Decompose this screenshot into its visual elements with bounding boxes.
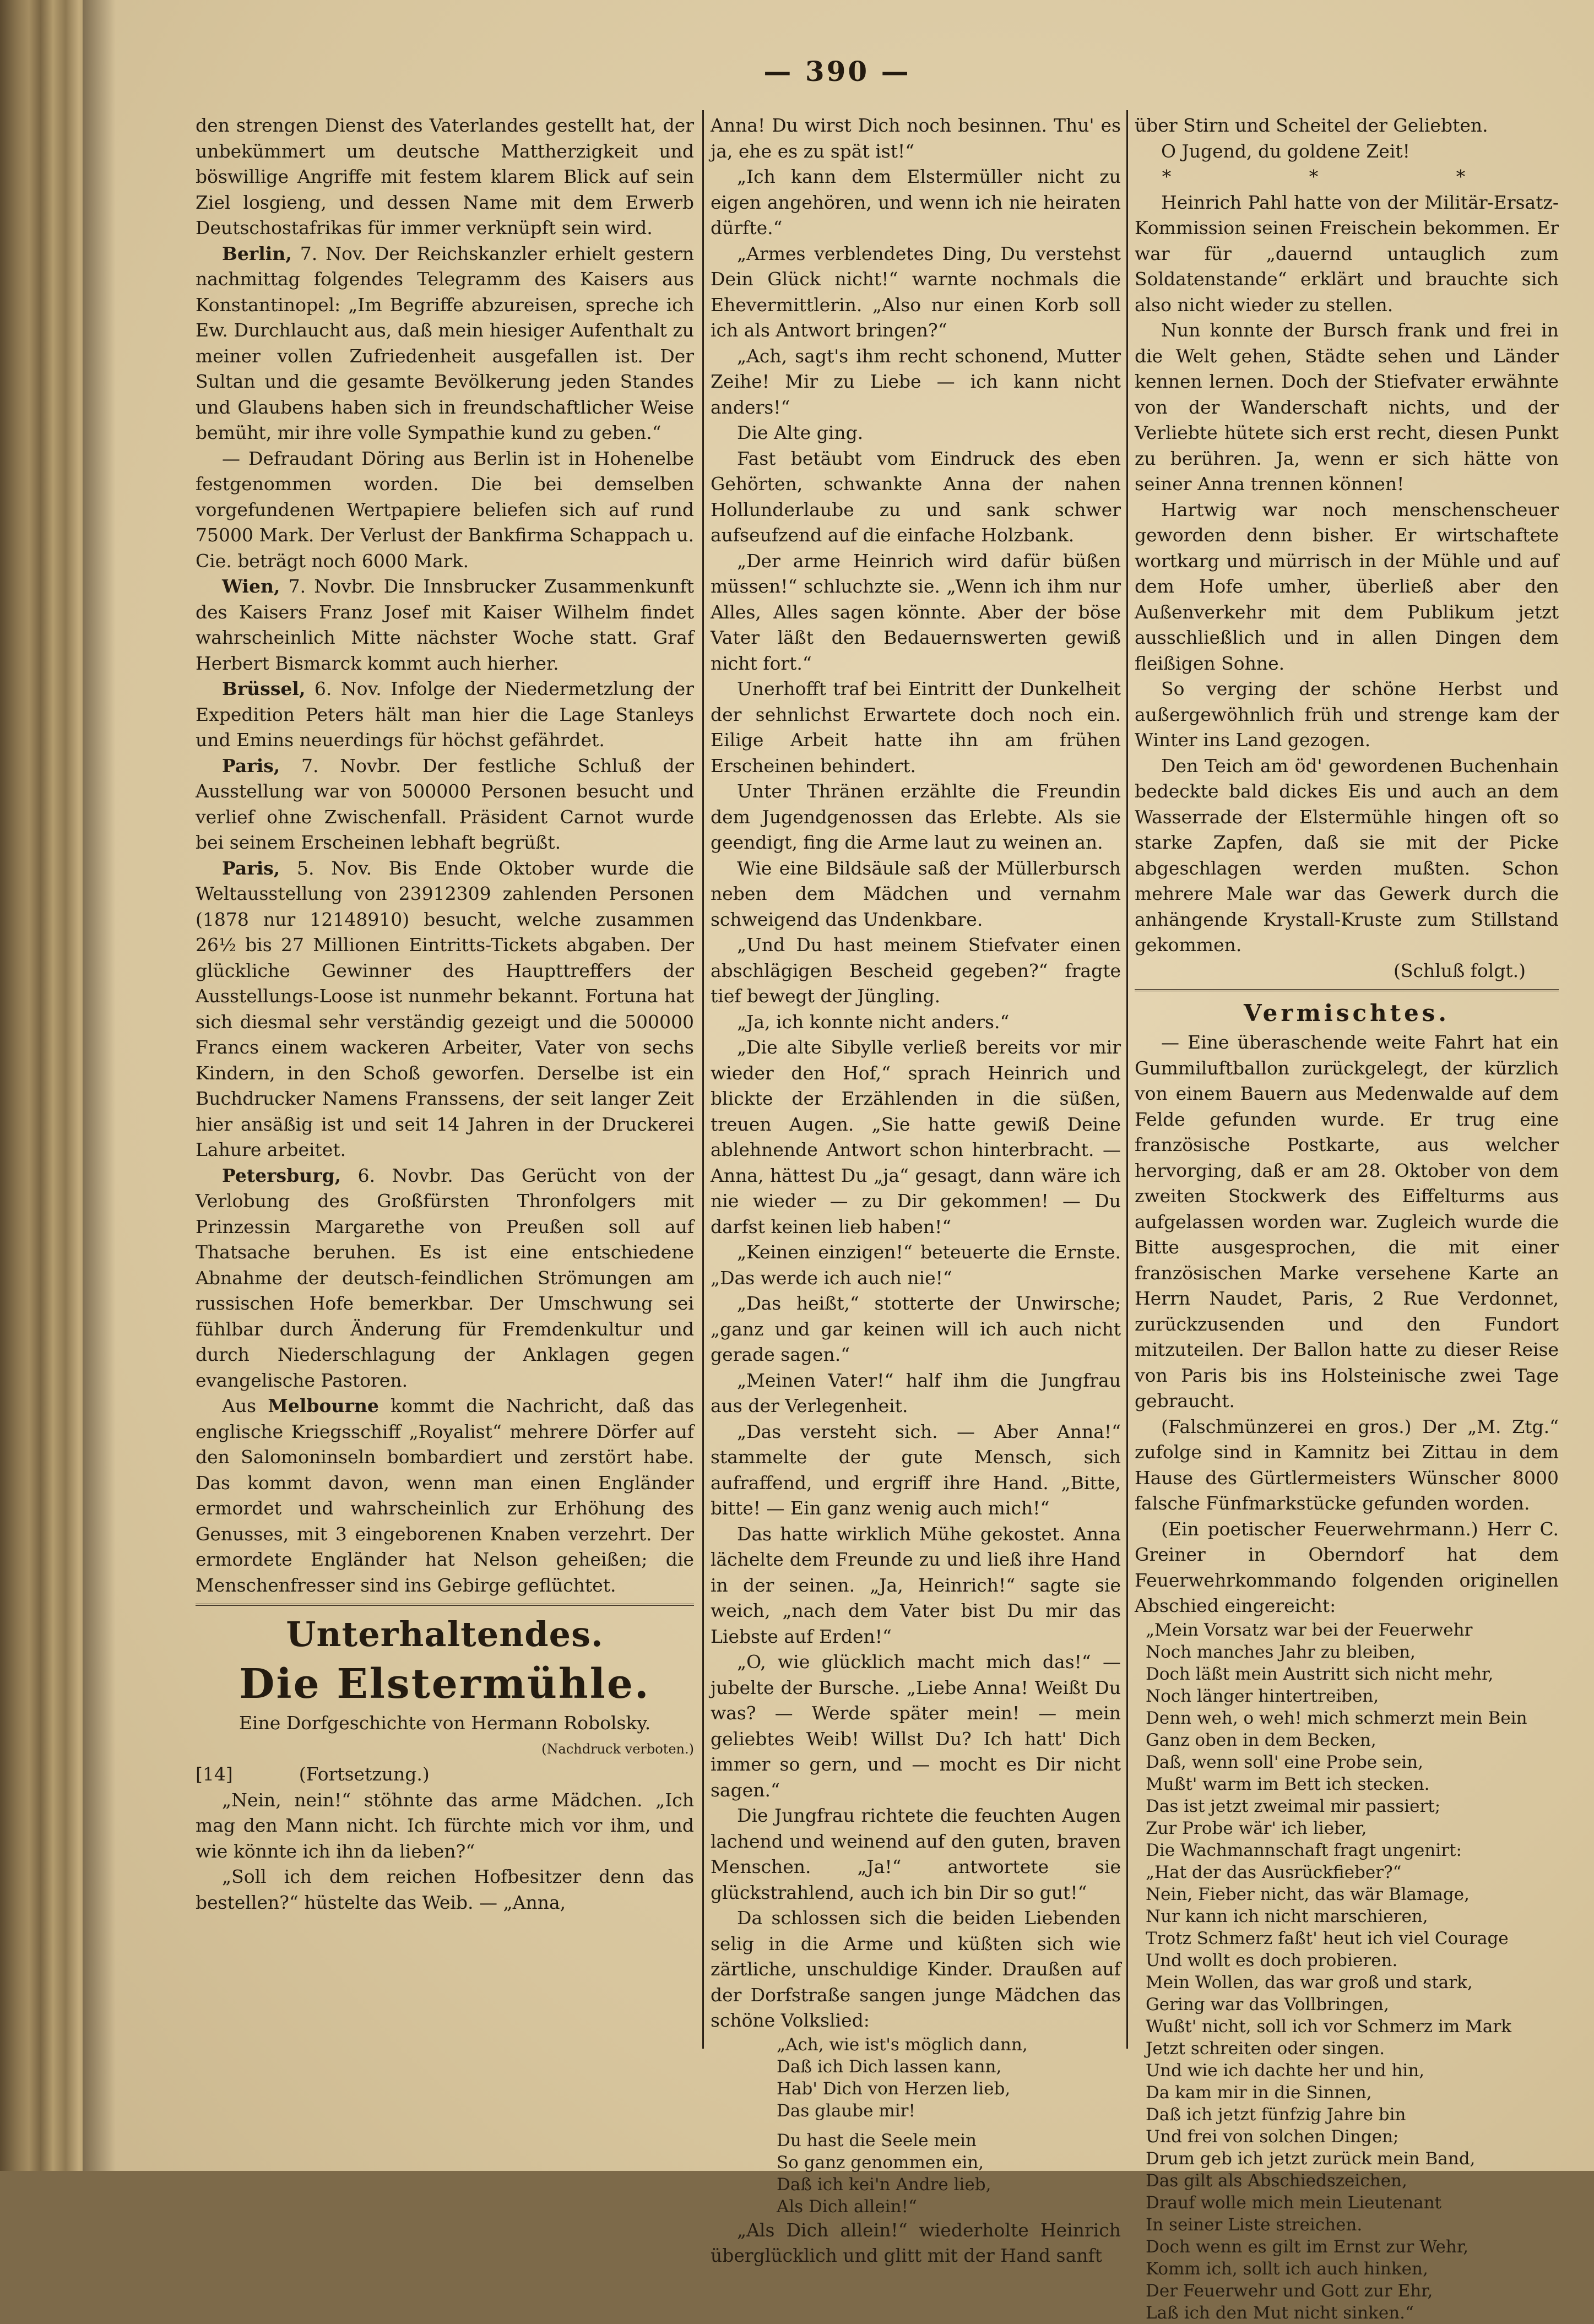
- story-paragraph: „O, wie glücklich macht mich das!“ — jubelte der Bursche. „Liebe Anna! Weißt Du was? — Werde später mein! — mein geliebtes Weib! Willst Du? Ich hatt' Dich immer so gern, und — mocht es Dir nicht sagen.“: [711, 1651, 1121, 1801]
- poem-line: Noch länger hintertreiben,: [1146, 1686, 1379, 1706]
- verse-line: Als Dich allein!“: [777, 2196, 917, 2217]
- installment-number: [14]: [196, 1763, 233, 1785]
- story-paragraph: „Nein, nein!“ stöhnte das arme Mädchen. „Ich mag den Mann nicht. Ich fürchte mich vor ihm, und wie könnte ich ihn da lieben?“: [196, 1789, 694, 1862]
- verse-line: [777, 2122, 1121, 2130]
- news-paragraph: Aus Melbourne kommt die Nachricht, daß das englische Kriegsschiff „Royalist“ mehrere Dörfer auf den Salomoninseln bombardiert und zerstört habe. Das kommt davon, wenn man einen Engländer ermordet und wahrscheinlich zur Erhöhung des Genusses, mit 3 eingeborenen Knaben verzehrt. Der ermordete Engländer hat Nelson geheißen; die Menschenfresser sind ins Gebirge geflüchtet.: [196, 1395, 695, 1596]
- story-paragraph: „Der arme Heinrich wird dafür büßen müssen!“ schluchzte sie. „Wenn ich ihm nur Alles, Alles sagen könnte. Aber der böse Vater läßt den Bedauernswerten gewiß nicht fort.“: [711, 550, 1121, 674]
- dateline: Petersburg,: [222, 1164, 341, 1186]
- poem-line: Daß ich jetzt fünfzig Jahre bin: [1146, 2104, 1406, 2125]
- poem-line: Noch manches Jahr zu bleiben,: [1146, 1642, 1416, 1662]
- verse-line: „Ach, wie ist's möglich dann,: [777, 2034, 1028, 2055]
- misc-paragraph: (Ein poetischer Feuerwehrmann.) Herr C. Greiner in Oberndorf hat dem Feuerwehrkommando folgenden originellen Abschied eingereicht:: [1135, 1518, 1559, 1616]
- story-paragraph: Den Teich am öd' gewordenen Buchenhain bedeckte bald dickes Eis und auch an dem Wasserrade der Elstermühle hingen oft so starke Zapfen, daß sie mit der Picke abgeschlagen werden mußten. Schon mehrere Male war das Gewerk durch die anhängende Krystall-Kruste zum Stillstand gekommen.: [1135, 754, 1559, 955]
- poem: [1135, 1619, 1559, 2324]
- story-paragraph: Die Jungfrau richtete die feuchten Augen lachend und weinend auf den guten, braven Menschen. „Ja!“ antwortete sie glückstrahlend, auch ich bin Dir so gut!“: [711, 1805, 1121, 1903]
- story-paragraph: „Ich kann dem Elstermüller nicht zu eigen angehören, und wenn ich nie heiraten dürfte.“: [711, 166, 1121, 238]
- poem-line: Komm ich, sollt ich auch hinken,: [1146, 2258, 1428, 2279]
- page-number: — 390 —: [763, 55, 911, 88]
- poem-line: Laß ich den Mut nicht sinken.“: [1146, 2303, 1414, 2323]
- story-paragraph: „Das heißt,“ stotterte der Unwirsche; „ganz und gar keinen will ich auch nicht gerade sagen.“: [711, 1293, 1121, 1365]
- verse-line: So ganz genommen ein,: [777, 2152, 984, 2173]
- story-paragraph: „Meinen Vater!“ half ihm die Jungfrau aus der Verlegenheit.: [711, 1369, 1121, 1416]
- misc-heading: Vermischtes.: [1243, 1000, 1450, 1027]
- poem-line: Trotz Schmerz faßt' heut ich viel Courage: [1146, 1928, 1509, 1948]
- story-paragraph: „Das versteht sich. — Aber Anna!“ stammelte der gute Mensch, sich aufraffend, und ergriff ihre Hand. „Bitte, bitte! — Ein ganz wenig auch mich!“: [711, 1420, 1121, 1519]
- poem-line: „Mein Vorsatz war bei der Feuerwehr: [1146, 1620, 1473, 1640]
- news-paragraph: — Defraudant Döring aus Berlin ist in Hohenelbe festgenommen worden. Die bei demselben vorgefundenen Wertpapiere beliefen sich auf rund 75000 Mark. Der Verlust der Bankfirma Schappach u. Cie. beträgt noch 6000 Mark.: [196, 447, 694, 572]
- story-paragraph: Wie eine Bildsäule saß der Müllerbursch neben dem Mädchen und vernahm schweigend das Undenkbare.: [711, 857, 1121, 930]
- story-title: Die Elstermühle.: [239, 1660, 650, 1708]
- story-paragraph: „Ach, sagt's ihm recht schonend, Mutter Zeihe! Mir zu Liebe — ich kann nicht anders!“: [711, 345, 1121, 418]
- news-paragraph: Paris, 7. Novbr. Der festliche Schluß der Ausstellung war von 500000 Personen besucht und verlief ohne Zwischenfall. Präsident Carnot wurde bei seinem Erscheinen lebhaft begrüßt.: [196, 754, 694, 853]
- continued-note: (Schluß folgt.): [1394, 959, 1526, 981]
- news-paragraph: Wien, 7. Novbr. Die Innsbrucker Zusammenkunft des Kaisers Franz Josef mit Kaiser Wilhelm findet wahrscheinlich Mitte nächster Woche statt. Graf Herbert Bismarck kommt auch hierher.: [196, 575, 694, 674]
- story-paragraph: Unerhofft traf bei Eintritt der Dunkelheit der sehnlichst Erwartete doch noch ein. Eilige Arbeit hatte ihn am frühen Erscheinen behindert.: [711, 678, 1121, 777]
- poem-line: Mein Wollen, das war groß und stark,: [1146, 1972, 1473, 1992]
- story-paragraph: Die Alte ging.: [737, 422, 864, 443]
- news-paragraph: Paris, 5. Nov. Bis Ende Oktober wurde die Weltausstellung von 23912309 zahlenden Personen (1878 nur 12148910) besucht, welche zusammen 26½ bis 27 Millionen Eintritts-Tickets abgaben. Der glückliche Gewinner des Haupttreffers der Ausstellungs-Loose ist nunmehr bekannt. Fortuna hat sich diesmal sehr verständig gezeigt und die 500000 Francs einem wackeren Arbeiter, Vater von sechs Kindern, in den Schoß geworfen. Derselbe ist ein Buchdrucker Namens Franssens, der seit langer Zeit hier ansäßig ist und seit 14 Jahren in der Druckerei Lahure arbeitet.: [196, 857, 694, 1160]
- misc-subhead: (Ein poetischer Feuerwehrmann.): [1161, 1518, 1478, 1540]
- poem-line: Jetzt schreiten oder singen.: [1146, 2038, 1385, 2059]
- poem-line: Das ist jetzt zweimal mir passiert;: [1146, 1796, 1441, 1816]
- continuation-label: (Fortsetzung.): [299, 1763, 430, 1785]
- column-3: [1135, 113, 1559, 2324]
- news-paragraph: den strengen Dienst des Vaterlandes gestellt hat, der unbekümmert um deutsche Mattherzigkeit und böswillige Angriffe mit festem klarem Blick auf sein Ziel losgieng, und dessen Name mit dem Erwerb Deutschostafrikas für immer verknüpft sein wird.: [196, 115, 694, 238]
- poem-line: Denn weh, o weh! mich schmerzt mein Bein: [1146, 1708, 1527, 1728]
- dateline: Berlin,: [222, 242, 292, 264]
- story-paragraph: „Ja, ich konnte nicht anders.“: [737, 1011, 1010, 1033]
- gutter-shadow: [83, 0, 116, 2171]
- poem-line: Und wie ich dachte her und hin,: [1146, 2060, 1425, 2081]
- poem-line: „Hat der das Ausrückfieber?“: [1146, 1862, 1402, 1882]
- story-paragraph: „Als Dich allein!“ wiederholte Heinrich überglücklich und glitt mit der Hand sanft: [711, 2219, 1121, 2266]
- poem-line: In seiner Liste streichen.: [1146, 2214, 1363, 2235]
- reprint-notice: (Nachdruck verboten.): [541, 1741, 694, 1757]
- poem-line: Drauf wolle mich mein Lieutenant: [1146, 2192, 1442, 2213]
- poem-line: Da kam mir in die Sinnen,: [1146, 2082, 1372, 2103]
- dateline: Paris,: [222, 754, 280, 777]
- poem-line: Doch wenn es gilt im Ernst zur Wehr,: [1146, 2236, 1469, 2257]
- column-rule-2: [1126, 110, 1128, 2049]
- story-paragraph: Anna! Du wirst Dich noch besinnen. Thu' es ja, ehe es zu spät ist!“: [711, 115, 1121, 162]
- poem-line: Doch läßt mein Austritt sich nicht mehr,: [1146, 1664, 1494, 1684]
- misc-paragraph: (Falschmünzerei en gros.) Der „M. Ztg.“ zufolge sind in Kamnitz bei Zittau in dem Hause des Gürtlermeisters Wünscher 8000 falsche Fünfmarkstücke gefunden worden.: [1135, 1415, 1559, 1514]
- poem-line: Die Wachmannschaft fragt ungenirt:: [1146, 1840, 1462, 1860]
- poem-line: Drum geb ich jetzt zurück mein Band,: [1146, 2148, 1476, 2169]
- verse-line: Daß ich Dich lassen kann,: [777, 2056, 1002, 2077]
- section-stars: * * *: [1162, 166, 1532, 187]
- story-paragraph: „Und Du hast meinem Stiefvater einen abschlägigen Bescheid gegeben?“ fragte tief bewegt der Jüngling.: [711, 934, 1121, 1007]
- poem-line: Und wollt es doch probieren.: [1146, 1950, 1398, 1970]
- story-paragraph: Da schlossen sich die beiden Liebenden selig in die Arme und küßten sich wie zärtliche, unschuldige Kinder. Draußen auf der Dorfstraße sangen junge Mädchen das schöne Volkslied:: [711, 1907, 1121, 2031]
- news-paragraph: Berlin, 7. Nov. Der Reichskanzler erhielt gestern nachmittag folgendes Telegramm des Kaisers aus Konstantinopel: „Im Begriffe abzureisen, spreche ich Ew. Durchlaucht aus, daß mein hiesiger Aufenthalt zu meiner vollen Zufriedenheit ausgefallen ist. Der Sultan und die gesamte Bevölkerung jeden Standes und Glaubens haben sich in freundschaftlicher Weise bemüht, mir ihre volle Sympathie kund zu geben.“: [196, 242, 694, 443]
- poem-line: Mußt' warm im Bett ich stecken.: [1146, 1774, 1430, 1794]
- poem-line: Der Feuerwehr und Gott zur Ehr,: [1146, 2280, 1433, 2301]
- story-paragraph: Nun konnte der Bursch frank und frei in die Welt gehen, Städte sehen und Länder kennen lernen. Doch der Stiefvater erwähnte von der Wanderschaft nichts, und der Verliebte hütete sich erst recht, diesen Punkt zu berühren. Ja, wenn er sich hätte von seiner Anna trennen können!: [1135, 319, 1559, 495]
- story-paragraph: Fast betäubt vom Eindruck des eben Gehörten, schwankte Anna der nahen Hollunderlaube zu und sank schwer aufseufzend auf die einfache Holzbank.: [711, 447, 1121, 546]
- poem-line: Nein, Fieber nicht, das wär Blamage,: [1146, 1884, 1470, 1904]
- story-paragraph: Unter Thränen erzählte die Freundin dem Jugendgenossen das Erlebte. Als sie geendigt, fing die Arme laut zu weinen an.: [711, 780, 1121, 853]
- dateline: Paris,: [222, 857, 280, 879]
- poem-line: Nur kann ich nicht marschieren,: [1146, 1906, 1428, 1926]
- dateline: Melbourne: [268, 1395, 379, 1416]
- newspaper-page: [83, 0, 1594, 2323]
- verse-line: Du hast die Seele mein: [777, 2130, 977, 2151]
- story-paragraph: O Jugend, du goldene Zeit!: [1161, 140, 1410, 162]
- verse-line: Das glaube mir!: [777, 2100, 915, 2121]
- story-paragraph: „Keinen einzigen!“ beteuerte die Ernste. „Das werde ich auch nie!“: [711, 1241, 1121, 1289]
- dateline: Brüssel,: [222, 678, 306, 699]
- story-paragraph: So verging der schöne Herbst und außergewöhnlich früh und strenge kam der Winter ins Land gezogen.: [1135, 678, 1559, 751]
- story-paragraph: Heinrich Pahl hatte von der Militär-Ersatz-Kommission seinen Freischein bekommen. Er war für „dauernd untauglich zum Soldatenstande“ erklärt und brauchte sich also nicht wieder zu stellen.: [1135, 191, 1559, 316]
- section-divider: [196, 1604, 694, 1606]
- poem-line: Daß, wenn soll' eine Probe sein,: [1146, 1752, 1423, 1772]
- verse-line: Hab' Dich von Herzen lieb,: [777, 2078, 1011, 2099]
- poem-line: Zur Probe wär' ich lieber,: [1146, 1818, 1367, 1838]
- section-heading: Unterhaltendes.: [286, 1614, 604, 1654]
- dateline: Wien,: [222, 575, 280, 597]
- story-paragraph: „Die alte Sibylle verließ bereits vor mir wieder den Hof,“ sprach Heinrich und blickte der Erzählenden in die süßen, treuen Augen. „Sie hatte gewiß Deine ablehnende Antwort schon hinterbracht. — Anna, hättest Du „ja“ gesagt, dann wäre ich nie wieder — zu Dir gekommen! — Du darfst keinen lieb haben!“: [711, 1036, 1121, 1237]
- news-paragraph: Brüssel, 6. Nov. Infolge der Niedermetzlung der Expedition Peters hält man hier die Lage Stanleys und Emins neuerdings für höchst gefährdet.: [196, 678, 694, 751]
- column-rule-1: [702, 110, 704, 2049]
- story-byline: Eine Dorfgeschichte von Hermann Robolsky.: [238, 1712, 651, 1734]
- poem-line: Das gilt als Abschiedszeichen,: [1146, 2170, 1407, 2191]
- column-1: [196, 113, 694, 1915]
- installment-line: [196, 1762, 694, 1788]
- news-paragraph: Petersburg, 6. Novbr. Das Gerücht von der Verlobung des Großfürsten Thronfolgers mit Prinzessin Margarethe von Preußen soll auf Thatsache beruhen. Es ist eine entschiedene Abnahme der deutsch-feindlichen Strömungen am russischen Hofe bemerkbar. Der Umschwung sei fühlbar durch Änderung für Fremdenkultur und durch Niederschlagung der Anklagen gegen evangelische Pastoren.: [196, 1164, 694, 1391]
- section-divider: [1135, 989, 1559, 991]
- poem-line: Ganz oben in dem Becken,: [1146, 1730, 1376, 1750]
- poem-line: Und frei von solchen Dingen;: [1146, 2126, 1399, 2147]
- story-paragraph: Hartwig war noch menschenscheuer geworden denn bisher. Er wirtschaftete wortkarg und mürrisch in der Mühle und auf dem Hofe umher, überließ aber den Außenverkehr mit dem Publikum jetzt ausschließlich und in allen Dingen dem fleißigen Sohne.: [1135, 498, 1559, 674]
- verse-line: Daß ich kei'n Andre lieb,: [777, 2174, 991, 2195]
- page-stack-edge: [0, 0, 96, 2171]
- misc-subhead: (Falschmünzerei en gros.): [1161, 1415, 1412, 1437]
- story-paragraph: Das hatte wirklich Mühe gekostet. Anna lächelte dem Freunde zu und ließ ihre Hand in der seinen. „Ja, Heinrich!“ sagte sie weich, „nach dem Vater bist Du mir das Liebste auf Erden!“: [711, 1523, 1121, 1647]
- story-paragraph: „Armes verblendetes Ding, Du verstehst Dein Glück nicht!“ warnte nochmals die Ehevermittlerin. „Also nur einen Korb soll ich als Antwort bringen?“: [711, 242, 1121, 341]
- poem-line: Wußt' nicht, soll ich vor Schmerz im Mark: [1146, 2016, 1511, 2037]
- column-2: [711, 113, 1121, 2269]
- story-paragraph: über Stirn und Scheitel der Geliebten.: [1135, 115, 1488, 136]
- story-paragraph: „Soll ich dem reichen Hofbesitzer denn das bestellen?“ hüstelte das Weib. — „Anna,: [196, 1866, 694, 1913]
- folk-song-verse: [711, 2034, 1121, 2218]
- poem-line: Gering war das Vollbringen,: [1146, 1994, 1389, 2015]
- misc-paragraph: — Eine überaschende weite Fahrt hat ein Gummiluftballon zurückgelegt, der kürzlich von einem Bauern aus Medenwalde auf dem Felde gefunden wurde. Er trug eine französische Postkarte, aus welcher hervorging, daß er am 28. Oktober von dem zweiten Stockwerk des Eiffelturms aus aufgelassen worden war. Zugleich wurde die Bitte ausgesprochen, die mit einer französischen Marke versehene Karte an Herrn Naudet, Paris, 2 Rue Verdonnet, zurückzusenden und den Fundort mitzuteilen. Der Ballon hatte zu dieser Reise von Paris bis ins Holsteinische zwei Tage gebraucht.: [1135, 1031, 1559, 1411]
